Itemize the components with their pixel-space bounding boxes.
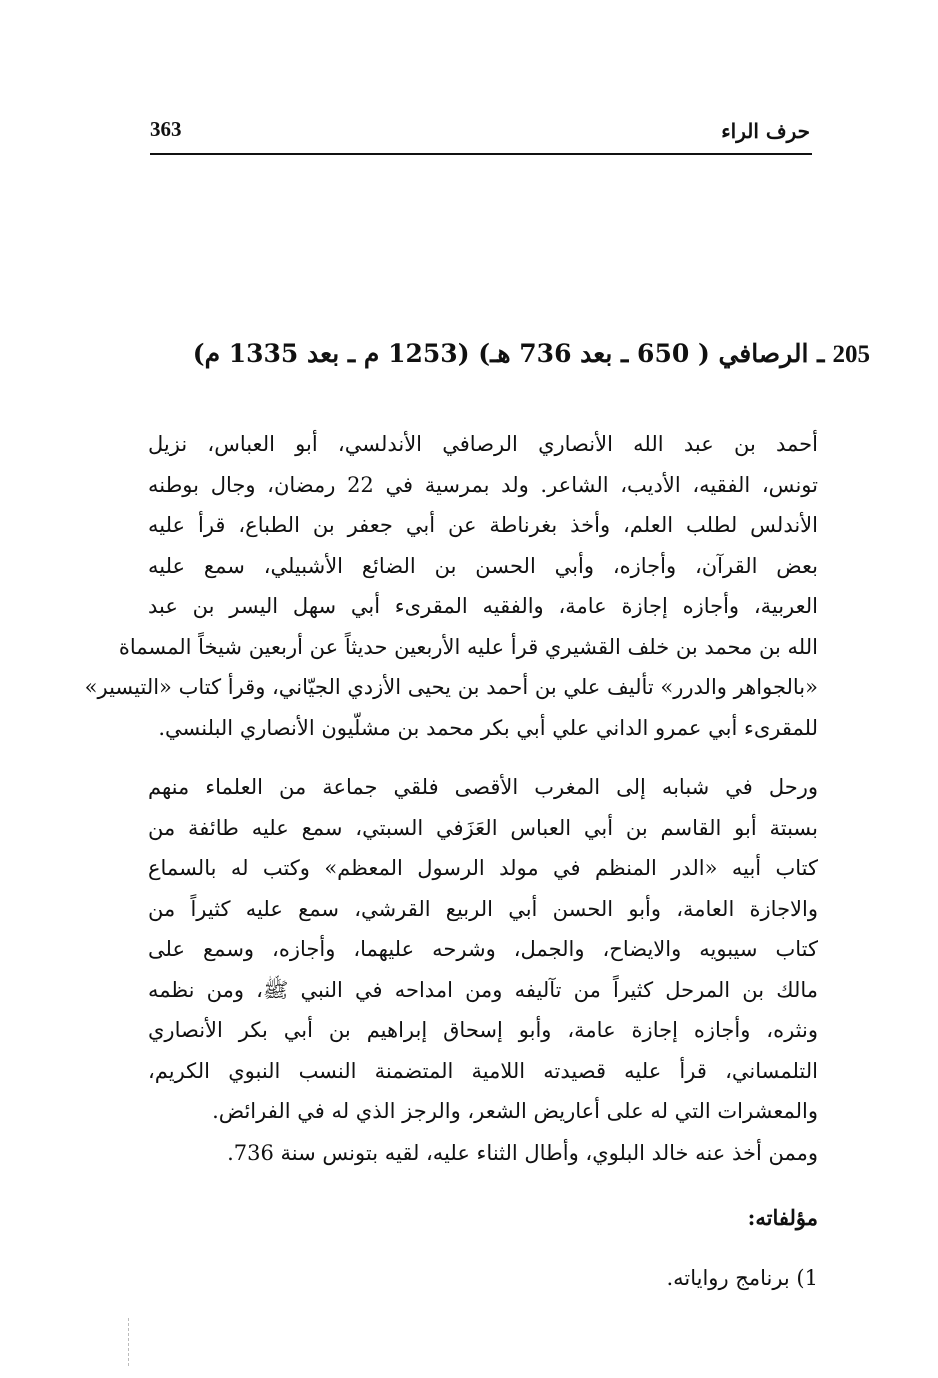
text-line: أحمد بن عبد الله الأنصاري الرصافي الأندلسي، أبو العباس، نزيل bbox=[148, 432, 818, 456]
text-line: للمقرىء أبي عمرو الداني علي أبي بكر محمد بن مشلّيون الأنصاري البلنسي. bbox=[158, 715, 818, 740]
text-line: الأندلس لطلب العلم، وأخذ بغرناطة عن أبي جعفر بن الطباع، قرأ عليه bbox=[148, 513, 818, 537]
works-list-item: 1) برنامج رواياته. bbox=[666, 1266, 818, 1290]
text-line: وممن أخذ عنه خالد البلوي، وأطال الثناء عليه، لقيه بتونس سنة 736. bbox=[227, 1141, 818, 1165]
header-rule bbox=[150, 153, 812, 155]
biography-paragraph-1 bbox=[84, 424, 818, 748]
text-line: ونثره، وأجازه إجازة عامة، وأبو إسحاق إبراهيم بن أبي بكر الأنصاري bbox=[148, 1018, 818, 1042]
text-line: التلمساني، قرأ عليه قصيدته اللامية المتضمنة النسب النبوي الكريم، bbox=[148, 1058, 818, 1083]
text-line: الله بن محمد بن خلف القشيري قرأ عليه الأربعين حديثاً عن أربعين شيخاً المسماة bbox=[118, 634, 818, 659]
running-title: حرف الراء bbox=[721, 119, 810, 143]
text-line: مالك بن المرحل كثيراً من تآليفه ومن امداحه في النبي ﷺ، ومن نظمه bbox=[148, 977, 818, 1002]
entry-heading bbox=[150, 336, 870, 373]
biography-paragraph-3 bbox=[148, 1133, 818, 1174]
text-line: بعض القرآن، وأجازه، وأبي الحسن بن الضائع الأشبيلي، سمع عليه bbox=[148, 553, 818, 578]
text-line: كتاب سيبويه والايضاح، والجمل، وشرحه عليهما، وأجازه، وسمع على bbox=[148, 937, 818, 961]
entry-number: 205 bbox=[832, 341, 870, 368]
entry-title: ـ الرصافي ( 650 ـ بعد 736 هـ) (1253 م ـ بعد 1335 م) bbox=[192, 339, 825, 368]
running-header bbox=[150, 113, 810, 151]
text-line: العربية، وأجازه إجازة عامة، والفقيه المقرىء أبي سهل اليسر بن عبد bbox=[148, 594, 818, 618]
text-line: كتاب أبيه «الدر المنظم في مولد الرسول المعظم» وكتب له بالسماع bbox=[148, 856, 818, 880]
scan-artifact-mark bbox=[128, 1318, 129, 1366]
text-line: ورحل في شبابه إلى المغرب الأقصى فلقي جماعة من العلماء منهم bbox=[148, 775, 818, 799]
biography-paragraph-2 bbox=[148, 767, 818, 1132]
page-number: 363 bbox=[150, 117, 182, 141]
text-line: والاجازة العامة، وأبو الحسن أبي الربيع القرشي، سمع عليه كثيراً من bbox=[148, 896, 818, 921]
works-heading: مؤلفاته: bbox=[747, 1205, 818, 1230]
text-line: بسبتة أبو القاسم بن أبي العباس العَزَفي السبتي، سمع عليه طائفة من bbox=[148, 815, 818, 840]
text-line: «بالجواهر والدرر» تأليف علي بن أحمد بن يحيى الأزدي الجيّاني، وقرأ كتاب «التيسير» bbox=[84, 675, 818, 699]
text-line: والمعشرات التي له على أعاريض الشعر، والرجز الذي له في الفرائض. bbox=[212, 1099, 818, 1123]
text-line: تونس، الفقيه، الأديب، الشاعر. ولد بمرسية في 22 رمضان، وجال بوطنه bbox=[148, 472, 818, 497]
